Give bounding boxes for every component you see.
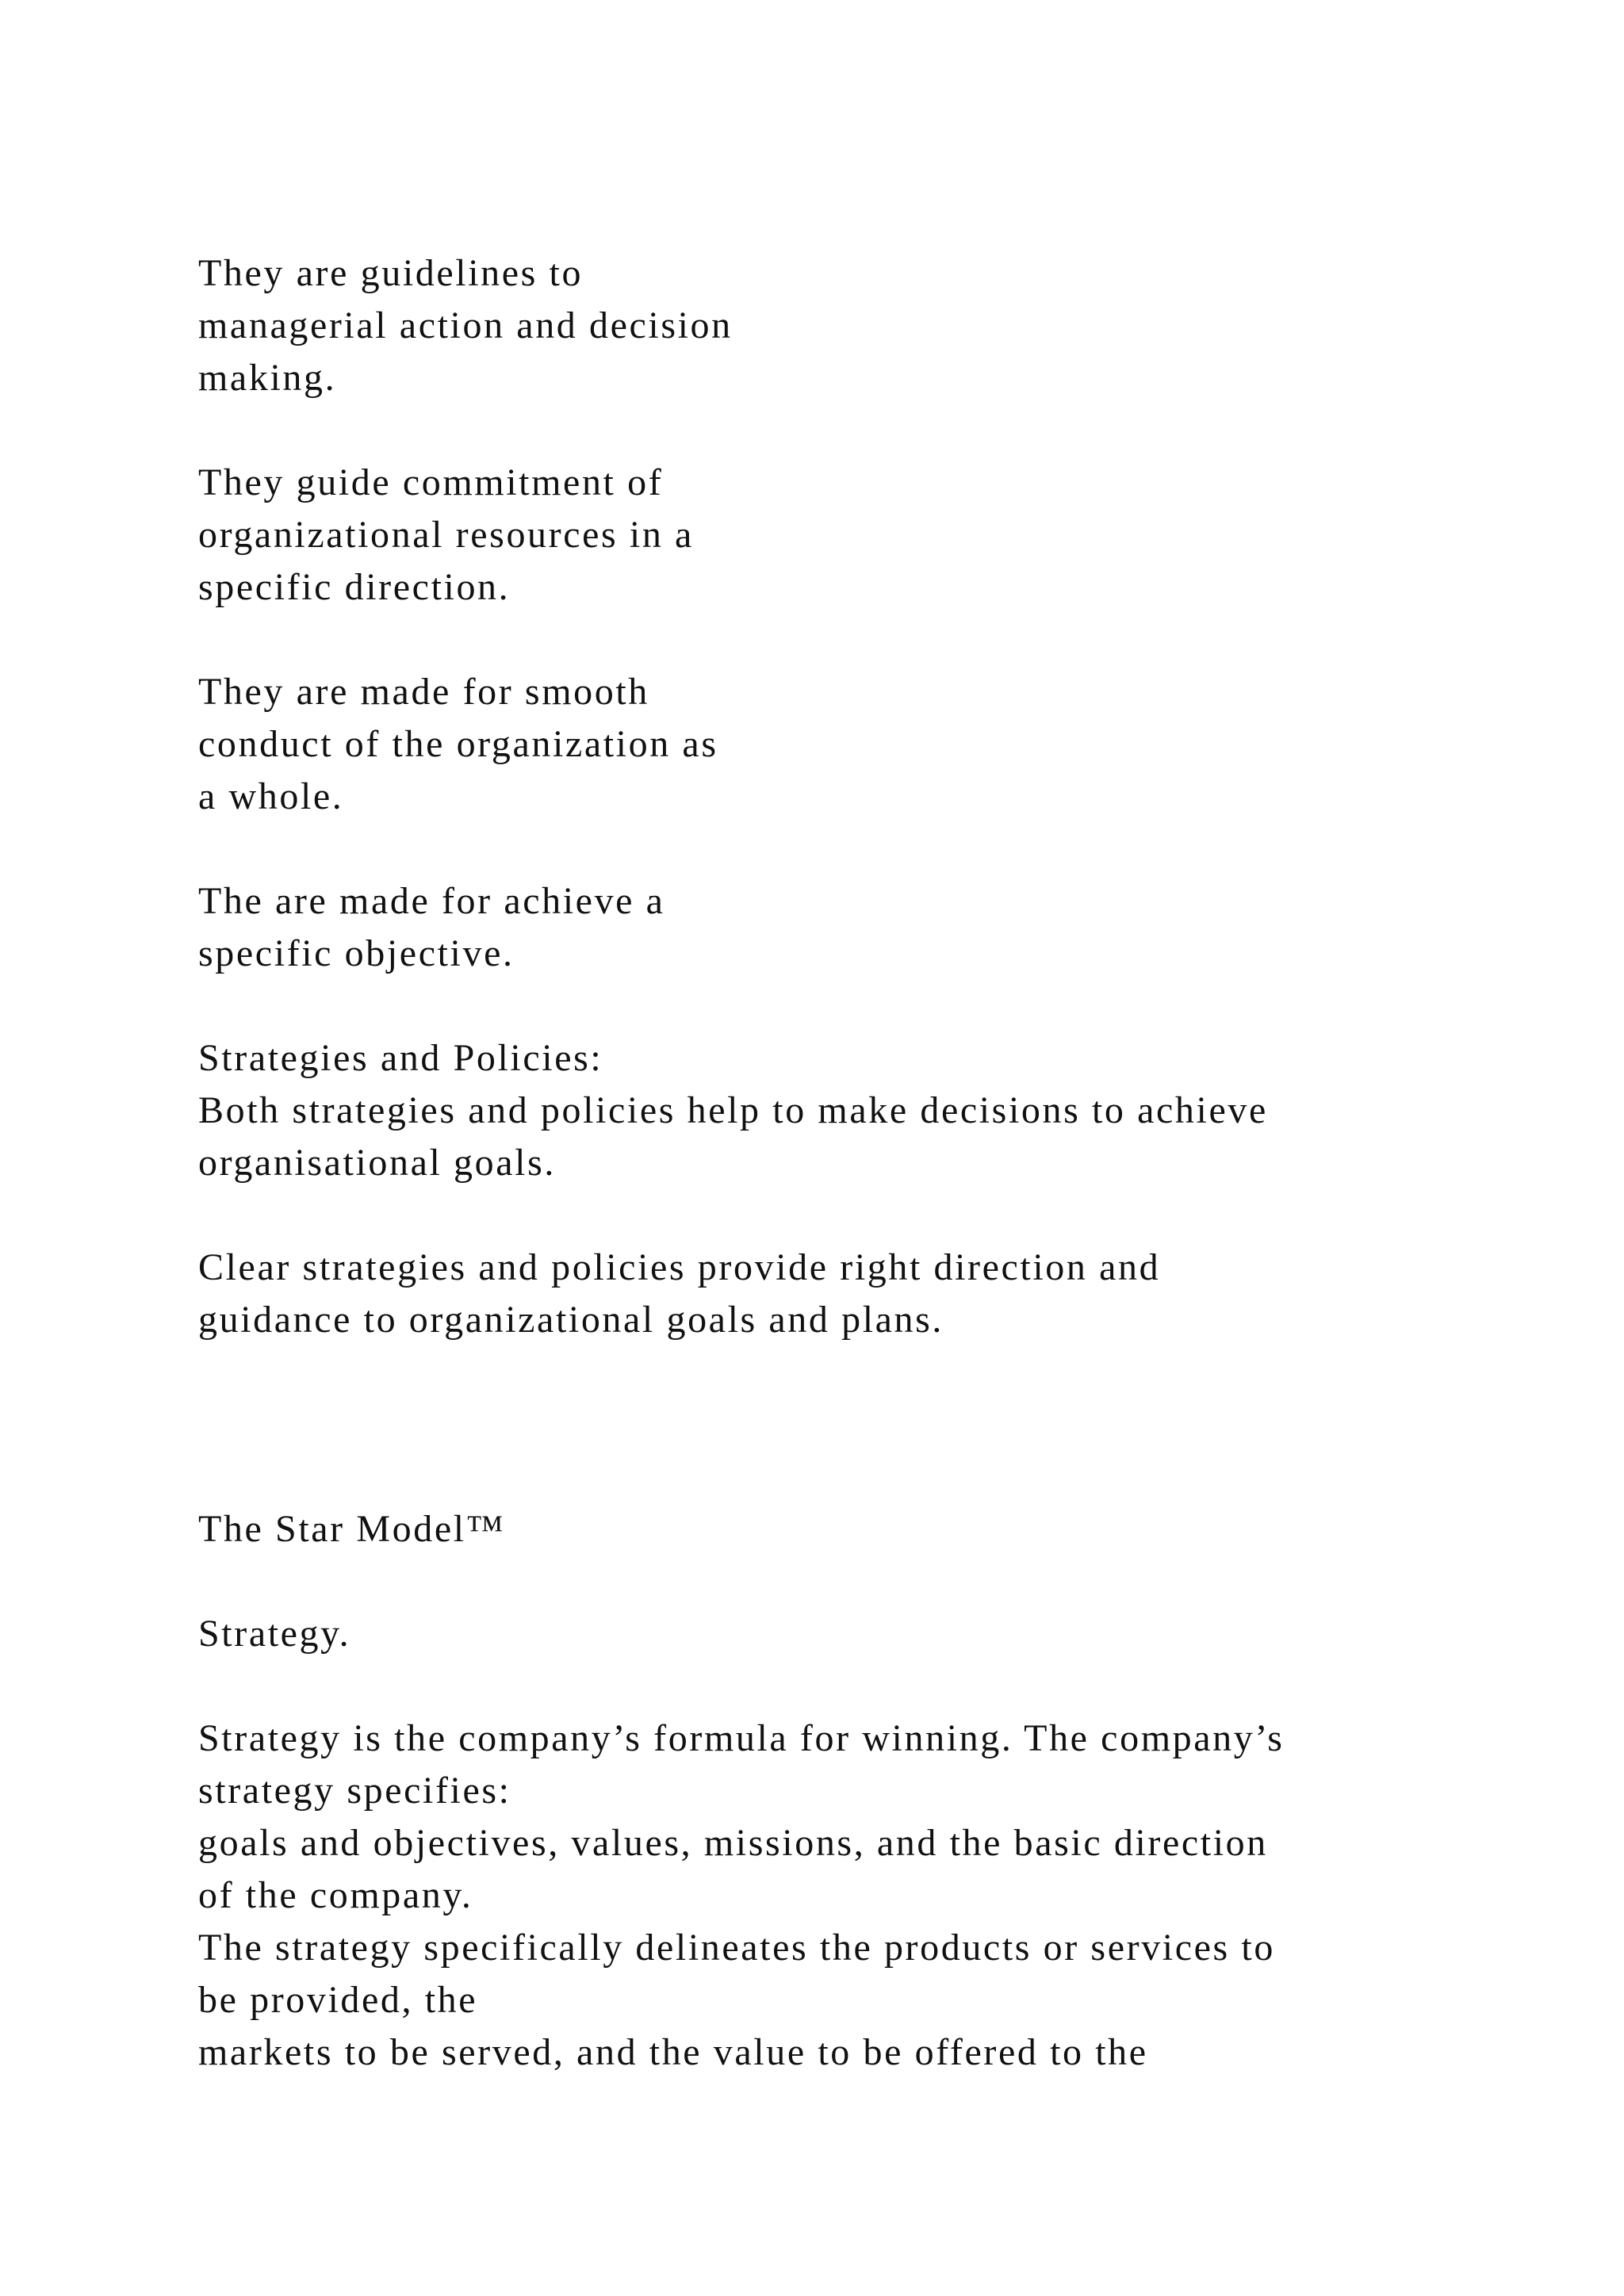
paragraph-commitment (198, 457, 1467, 614)
text-line: specific objective. (198, 932, 515, 974)
text-line: be provided, the (198, 1979, 478, 2021)
text-line: of the company. (198, 1874, 473, 1916)
text-line: The strategy specifically delineates the products or services to (198, 1927, 1275, 1969)
text-line: managerial action and decision (198, 304, 733, 346)
star-model-heading: The Star Model™ (198, 1508, 506, 1550)
section-spacer (198, 1346, 1467, 1503)
text-line: organisational goals. (198, 1142, 556, 1184)
text-line: organizational resources in a (198, 514, 694, 556)
paragraph-strategy-definition (198, 1712, 1467, 2079)
text-line: Both strategies and policies help to make decisions to achieve (198, 1089, 1268, 1131)
text-line: They are made for smooth (198, 671, 649, 713)
paragraph-strategies-policies (198, 1032, 1467, 1189)
paragraph-spacer (198, 614, 1467, 666)
text-line: making. (198, 357, 337, 399)
text-line: Clear strategies and policies provide right direction and (198, 1246, 1161, 1288)
document-body (198, 247, 1467, 2079)
text-line: The are made for achieve a (198, 880, 665, 922)
paragraph-spacer (198, 823, 1467, 875)
text-line: markets to be served, and the value to be offered to the (198, 2031, 1148, 2073)
paragraph-spacer (198, 980, 1467, 1032)
paragraph-spacer (198, 1189, 1467, 1242)
paragraph-guidelines (198, 247, 1467, 404)
text-line: They are guidelines to (198, 252, 584, 294)
text-line: Strategy is the company’s formula for winning. The company’s (198, 1717, 1285, 1759)
text-line: Strategies and Policies: (198, 1037, 603, 1079)
paragraph-smooth-conduct (198, 666, 1467, 823)
text-line: guidance to organizational goals and plans. (198, 1299, 944, 1341)
text-line: a whole. (198, 775, 344, 817)
text-line: specific direction. (198, 566, 511, 608)
text-line: goals and objectives, values, missions, and the basic direction (198, 1822, 1268, 1864)
paragraph-spacer (198, 1660, 1467, 1712)
paragraph-objective (198, 875, 1467, 980)
text-line: conduct of the organization as (198, 723, 718, 765)
paragraph-clear-strategies (198, 1242, 1467, 1346)
paragraph-spacer (198, 1556, 1467, 1608)
strategy-heading: Strategy. (198, 1613, 351, 1655)
text-line: They guide commitment of (198, 461, 664, 503)
text-line: strategy specifies: (198, 1770, 511, 1812)
paragraph-spacer (198, 404, 1467, 457)
